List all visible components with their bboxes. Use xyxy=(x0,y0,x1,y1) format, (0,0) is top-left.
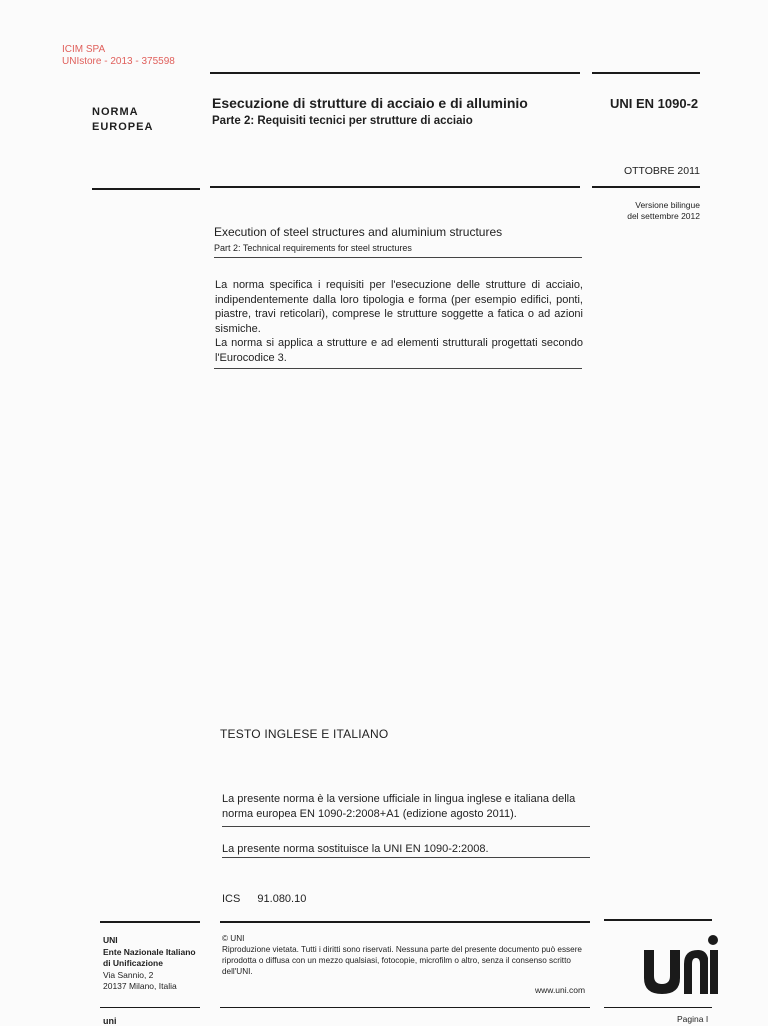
standard-code: UNI EN 1090-2 xyxy=(610,96,699,111)
bilingual-version-note: Versione bilingue del settembre 2012 xyxy=(627,200,700,221)
bottom-uni-mark: uni xyxy=(103,1016,117,1026)
bottom-rule-main xyxy=(220,1007,590,1008)
mid-rule-left xyxy=(92,188,200,190)
footer-rule-main xyxy=(220,921,590,923)
website-link[interactable]: www.uni.com xyxy=(535,985,586,995)
replaces-note: La presente norma sostituisce la UNI EN 1090-2:2008. xyxy=(222,843,489,855)
copyright-block xyxy=(222,933,592,977)
document-subtitle-english: Part 2: Technical requirements for steel structures xyxy=(214,243,412,253)
official-note-underline xyxy=(222,826,590,827)
page-label: Pagina I xyxy=(677,1014,709,1024)
ics-value: 91.080.10 xyxy=(257,893,307,905)
address-line-1: Via Sannio, 2 xyxy=(103,969,154,980)
ics-label: ICS xyxy=(222,893,241,905)
copyright-line: © UNI xyxy=(222,934,245,943)
bottom-rule-left xyxy=(100,1007,200,1008)
abstract xyxy=(215,278,583,365)
official-version-note: La presente norma è la versione ufficiale in lingua inglese e italiana della norma europea EN 1090-2:2008+A1 (edizione agosto 2011). xyxy=(222,793,576,820)
abstract-paragraph-2: La norma si applica a strutture e ad elementi strutturali progettati secondo l'Eurocodice 3. xyxy=(215,337,583,364)
abstract-paragraph-1: La norma specifica i requisiti per l'esecuzione delle strutture di acciaio, indipendentemente dalla loro tipologia e forma (per esempio edifici, ponti, piastre, travi reticolari), comprese le strutture soggette a fatica o ad azioni sismiche. xyxy=(215,279,583,335)
document-title-english: Execution of steel structures and aluminium structures xyxy=(214,225,503,239)
watermark-line-1: ICIM SPA xyxy=(62,44,106,55)
norma-europea-label: NORMA EUROPEA xyxy=(92,106,154,133)
footer-rule-right xyxy=(604,919,712,921)
mid-rule-right xyxy=(592,186,700,188)
document-title-italian: Esecuzione di strutture di acciaio e di alluminio xyxy=(212,95,528,111)
rights-notice: Riproduzione vietata. Tutti i diritti sono riservati. Nessuna parte del presente documento può essere riprodotta o diffusa con un mezzo qualsiasi, fotocopie, microfilm o altro, senza il consenso scritto dell'UNI. xyxy=(222,945,582,976)
document-subtitle-italian: Parte 2: Requisiti tecnici per strutture di acciaio xyxy=(212,115,473,127)
mid-rule-main xyxy=(210,186,580,188)
org-name-line-2: di Unificazione xyxy=(103,958,163,968)
uni-logo xyxy=(640,928,718,1003)
language-note: TESTO INGLESE E ITALIANO xyxy=(220,727,389,741)
replaces-note-underline xyxy=(222,857,590,858)
watermark-line-2: UNIstore - 2013 - 375598 xyxy=(62,56,175,67)
store-watermark xyxy=(62,44,175,68)
uni-organization-block xyxy=(103,935,196,993)
english-title-underline xyxy=(214,257,582,258)
bottom-rule-right xyxy=(604,1007,712,1008)
uni-logo-icon xyxy=(640,928,718,998)
publication-date: OTTOBRE 2011 xyxy=(623,165,700,177)
org-short-name: UNI xyxy=(103,935,118,945)
address-line-2: 20137 Milano, Italia xyxy=(103,981,177,991)
top-rule-main xyxy=(210,72,580,74)
top-rule-right xyxy=(592,72,700,74)
ics-code xyxy=(222,893,306,905)
footer-rule-left xyxy=(100,921,200,923)
org-name-line-1: Ente Nazionale Italiano xyxy=(103,946,196,957)
abstract-underline xyxy=(214,368,582,369)
